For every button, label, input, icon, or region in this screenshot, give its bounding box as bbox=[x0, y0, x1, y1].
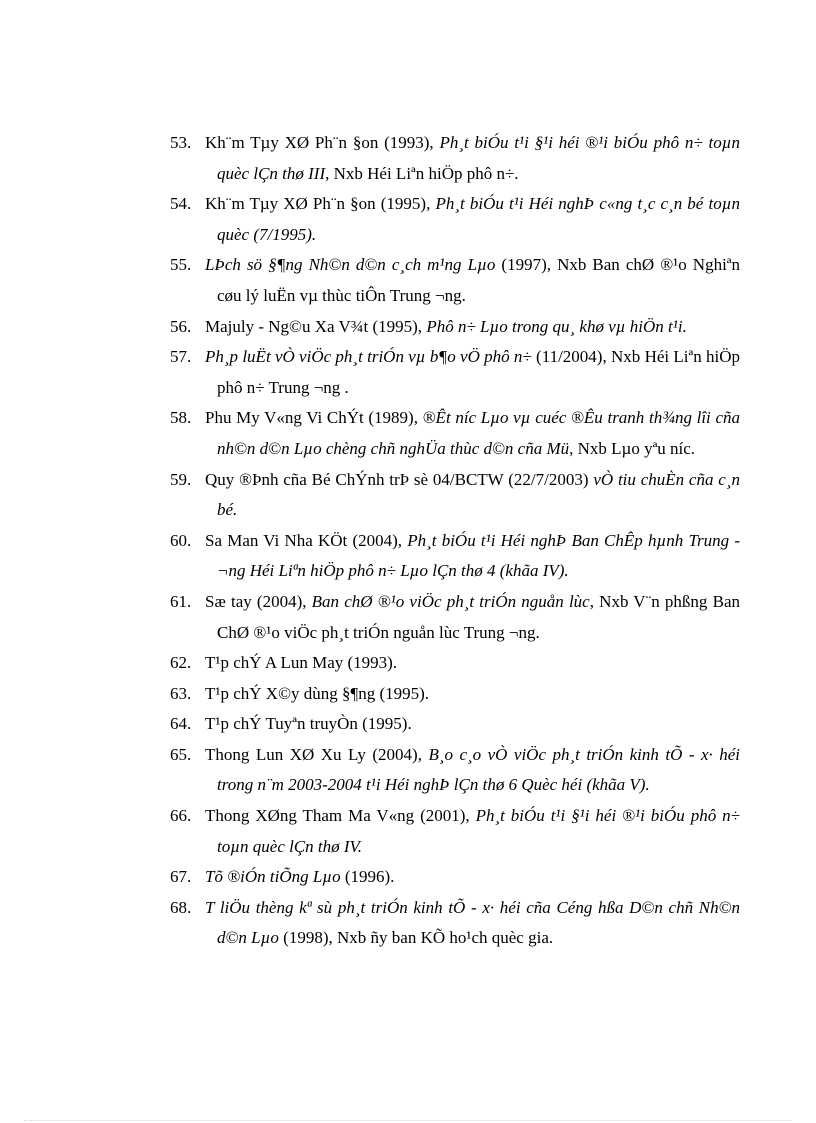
reference-title-italic: ®Êt níc Lµo vµ cuéc ®Êu tranh th¾ng lîi cña nh©n d©n Lµo chèng chñ nghÜa thùc d©n cña Mü bbox=[217, 408, 740, 458]
reference-title-italic: vÒ tiu chuÈn cña c¸n bé. bbox=[217, 469, 740, 520]
reference-number: 56. bbox=[170, 316, 192, 336]
reference-text: T¹p chÝ Tuyªn truyÒn (1995). bbox=[205, 714, 412, 734]
page-bottom-divider bbox=[24, 1120, 792, 1121]
reference-number: 59. bbox=[170, 469, 192, 489]
reference-item bbox=[135, 128, 740, 189]
reference-title-italic: Ban chØ ®¹o viÖc ph¸t triÓn nguån lùc bbox=[311, 591, 590, 611]
reference-item bbox=[135, 312, 740, 343]
reference-item bbox=[135, 189, 740, 250]
reference-number: 63. bbox=[170, 683, 192, 703]
reference-number: 54. bbox=[170, 194, 192, 214]
reference-text: Sa Man Vi Nha KÖt (2004), bbox=[205, 530, 408, 550]
reference-title-italic: Ph¸t biÓu t¹i Héi nghÞ Ban ChÊp hµnh Trung ¬ng Héi Liªn hiÖp phô n÷ Lµo lÇn thø 4 (khãa IV). bbox=[217, 530, 740, 581]
reference-title-italic: B¸o c¸o vÒ viÖc ph¸t triÓn kinh tÕ - x· héi trong n¨m 2003-2004 t¹i Héi nghÞ lÇn thø 6 Quèc héi (khãa V). bbox=[217, 744, 740, 795]
reference-number: 68. bbox=[170, 897, 192, 917]
reference-text: (1998), Nxb ñy ban KÕ ho¹ch quèc gia. bbox=[278, 928, 554, 948]
reference-number: 58. bbox=[170, 408, 192, 428]
reference-number: 64. bbox=[170, 714, 192, 734]
reference-text: Quy ®Þnh cña Bé ChÝnh trÞ sè 04/BCTW (22/7/2003) bbox=[205, 469, 594, 489]
reference-text: Thong Lun XØ Xu Ly (2004), bbox=[205, 744, 429, 764]
reference-title-italic: T liÖu thèng kª sù ph¸t triÓn kinh tÕ - x· héi cña Céng hßa D©n chñ Nh©n d©n Lµo bbox=[205, 897, 740, 948]
reference-item bbox=[135, 679, 740, 710]
reference-item bbox=[135, 250, 740, 311]
reference-title-italic: Ph¸p luËt vÒ viÖc ph¸t triÓn vµ b¶o vÖ phô n÷ bbox=[205, 347, 532, 367]
reference-text: (1997), Nxb Ban chØ ®¹o Nghiªn cøu lý luËn vµ thùc tiÔn Trung ¬ng. bbox=[217, 255, 741, 305]
reference-item bbox=[135, 709, 740, 740]
reference-item bbox=[135, 342, 740, 403]
reference-list bbox=[135, 128, 740, 954]
reference-title-italic: Phô n÷ Lµo trong qu¸ khø vµ hiÖn t¹i. bbox=[426, 316, 687, 336]
reference-text: (11/2004), Nxb Héi Liªn hiÖp phô n÷ Trung ¬ng . bbox=[217, 347, 740, 397]
reference-number: 62. bbox=[170, 653, 192, 673]
reference-text: Kh¨m Tµy XØ Ph¨n §on (1995), bbox=[205, 194, 436, 214]
reference-title-italic: LÞch sö §¶ng Nh©n d©n c¸ch m¹ng Lµo bbox=[205, 255, 496, 275]
reference-title-italic: Ph¸t biÓu t¹i §¹i héi ®¹i biÓu phô n÷ toµn quèc lÇn thø IV. bbox=[217, 806, 740, 856]
reference-text: Kh¨m Tµy XØ Ph¨n §on (1993), bbox=[205, 133, 440, 152]
reference-text: T¹p chÝ X©y dùng §¶ng (1995). bbox=[205, 683, 430, 703]
reference-item bbox=[135, 893, 740, 954]
reference-number: 67. bbox=[170, 867, 192, 887]
reference-item bbox=[135, 587, 740, 648]
reference-item bbox=[135, 862, 740, 893]
reference-text: Majuly - Ng©u Xa V¾t (1995), bbox=[205, 316, 427, 336]
reference-text: T¹p chÝ A Lun May (1993). bbox=[205, 653, 398, 673]
reference-item bbox=[135, 801, 740, 862]
reference-number: 57. bbox=[170, 347, 192, 367]
reference-number: 53. bbox=[170, 133, 192, 152]
reference-item bbox=[135, 465, 740, 526]
reference-text: Sæ tay (2004), bbox=[205, 591, 312, 611]
reference-number: 55. bbox=[170, 255, 192, 275]
reference-text: (1996). bbox=[340, 867, 395, 887]
reference-text: , Nxb V¨n phßng Ban ChØ ®¹o viÖc ph¸t triÓn nguån lùc Trung ¬ng. bbox=[217, 591, 740, 642]
reference-title-italic: Tõ ®iÓn tiÕng Lµo bbox=[205, 867, 341, 887]
reference-item bbox=[135, 648, 740, 679]
reference-item bbox=[135, 740, 740, 801]
reference-number: 61. bbox=[170, 591, 192, 611]
reference-number: 60. bbox=[170, 530, 192, 550]
reference-item bbox=[135, 526, 740, 587]
reference-number: 66. bbox=[170, 806, 192, 826]
reference-text: , Nxb Héi Liªn hiÖp phô n÷. bbox=[325, 163, 519, 183]
reference-title-italic: Ph¸t biÓu t¹i Héi nghÞ c«ng t¸c c¸n bé toµn quèc (7/1995). bbox=[217, 194, 740, 244]
reference-text: Thong XØng Tham Ma V«ng (2001), bbox=[205, 806, 476, 826]
reference-title-italic: Ph¸t biÓu t¹i §¹i héi ®¹i biÓu phô n÷ toµn quèc lÇn thø III bbox=[217, 133, 740, 183]
reference-text: Phu My V«ng Vi ChÝt (1989), bbox=[205, 408, 423, 428]
reference-number: 65. bbox=[170, 744, 192, 764]
reference-item bbox=[135, 403, 740, 464]
reference-text: , Nxb Lµo yªu níc. bbox=[569, 438, 696, 458]
